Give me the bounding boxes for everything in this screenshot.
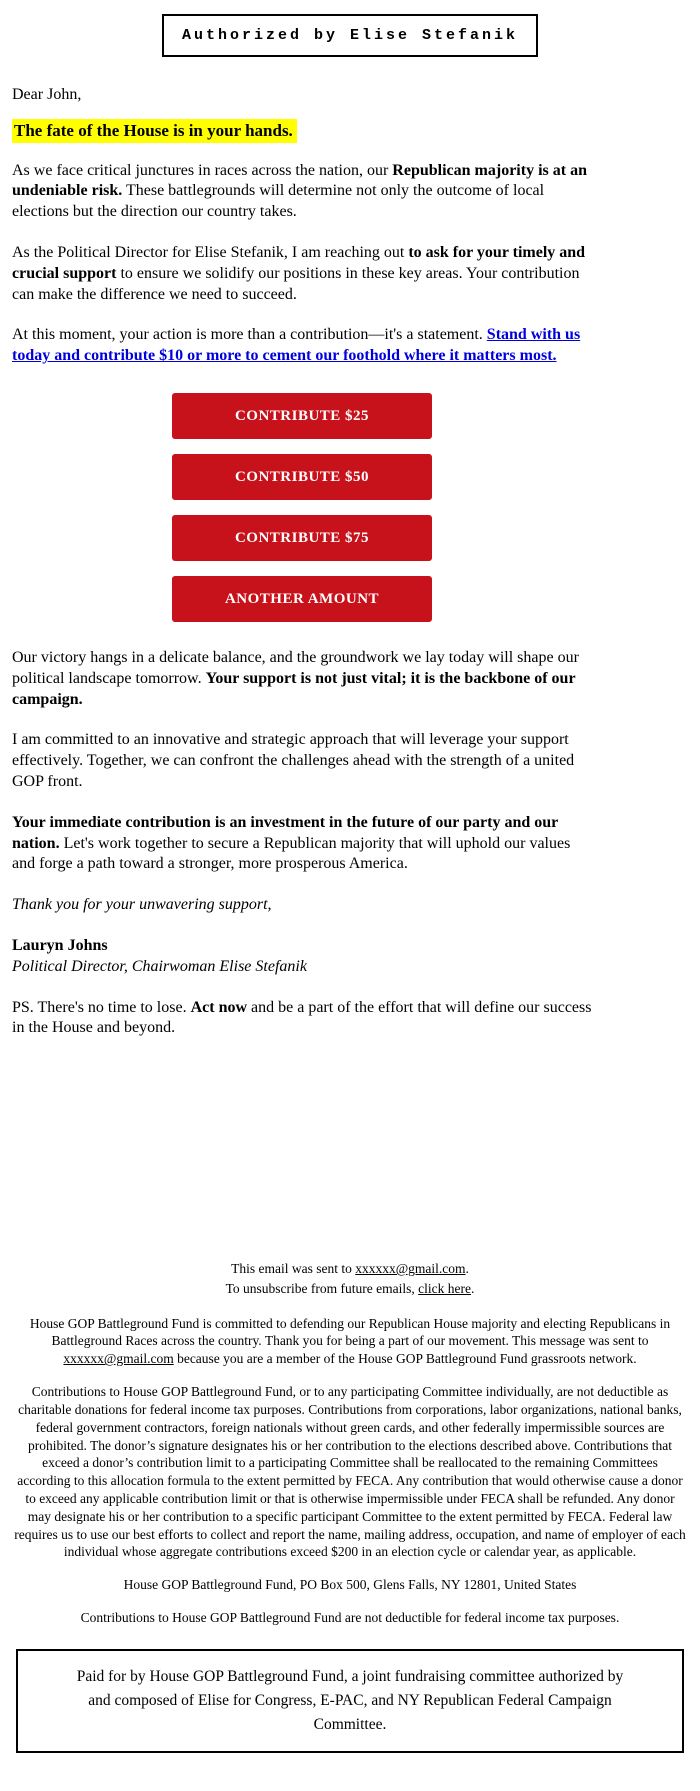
paragraph-committed: I am committed to an innovative and strategic approach that will leverage your support effectively. Together, we can confront the challenges ahead with the strength of a united GOP front. [12,731,575,790]
greeting: Dear John, [12,86,82,103]
sent-to-text: This email was sent to [231,1261,356,1277]
unsubscribe-text: To unsubscribe from future emails, [225,1281,419,1297]
paragraph-victory [12,648,592,710]
signature-name: Lauryn Johns [12,936,108,954]
contribute-button-group [12,393,592,622]
paragraph-support-ask [12,243,592,305]
paragraph-ps [12,998,592,1040]
footer-about-paragraph [14,1315,686,1368]
unsubscribe-link[interactable]: click here [418,1281,471,1297]
paragraph-text: These battlegrounds will determine not only the outcome of local elections but the direction our country takes. [12,182,545,221]
footer-about-text: House GOP Battleground Fund is committed to defending our Republican House majority and electing Republicans in Battleground Races across the country. Thank you for being a part of our movement. This message was sent to [29,1315,671,1349]
paid-for-box [16,1649,684,1753]
headline-highlight: The fate of the House is in your hands. [12,119,297,143]
paragraph-text: As the Political Director for Elise Stefanik, I am reaching out [12,243,409,261]
paragraph-investment [12,813,592,875]
footer-address-line: House GOP Battleground Fund, PO Box 500, Glens Falls, NY 12801, United States [123,1577,577,1593]
paragraph-text: Let's work together to secure a Republican majority that will uphold our values and forge a path toward a stronger, more prosperous America. [12,834,571,873]
closing-line: Thank you for your unwavering support, [12,896,272,914]
contribute-75-button[interactable]: CONTRIBUTE $75 [172,515,432,561]
paragraph-text: Our victory hangs in a delicate balance, and the groundwork we lay today will shape our political landscape tomorrow. [12,648,579,687]
paragraph-text: PS. There's no time to lose. [12,998,191,1016]
footer-about-text: because you are a member of the House GOP Battleground Fund grassroots network. [173,1351,637,1367]
paragraph-bold-text: to ask for your timely and crucial support [12,243,586,282]
email-body [0,14,700,1753]
sent-to-text: . [465,1261,469,1277]
paragraph-bold-text: Act now [190,998,248,1016]
recipient-email-link[interactable]: xxxxxx@gmail.com [63,1351,174,1367]
paid-for-text: Paid for by House GOP Battleground Fund, a joint fundraising committee authorized by and composed of Elise for Congress, E-PAC, and NY Republican Federal Campaign Committee. [76,1667,624,1733]
unsubscribe-text: . [470,1281,475,1297]
paragraph-text: and be a part of the effort that will define our success in the House and beyond. [12,998,592,1037]
recipient-email-link[interactable]: xxxxxx@gmail.com [355,1261,466,1277]
paragraph-bold-text: Your support is not just vital; it is the backbone of our campaign. [12,669,576,708]
authorized-by-box: Authorized by Elise Stefanik [162,14,538,57]
footer-deductible-line: Contributions to House GOP Battleground Fund are not deductible for federal income tax purposes. [80,1610,620,1625]
signature-title: Political Director, Chairwoman Elise Stefanik [12,957,307,975]
contribute-text-link[interactable]: Stand with us today and contribute $10 or more to cement our foothold where it matters most. [12,326,581,365]
footer-links-block [14,1259,686,1300]
vertical-spacer [0,1059,700,1259]
paragraph-text: As we face critical junctures in races across the nation, our [12,161,393,179]
paragraph-bold-text: Republican majority is at an undeniable risk. [12,161,587,200]
paragraph-risk [12,161,592,223]
contribute-25-button[interactable]: CONTRIBUTE $25 [172,393,432,439]
email-footer [0,1259,700,1753]
paragraph-text: to ensure we solidify our positions in these key areas. Your contribution can make the difference we need to succeed. [12,264,580,303]
another-amount-button[interactable]: ANOTHER AMOUNT [172,576,432,622]
contribute-50-button[interactable]: CONTRIBUTE $50 [172,454,432,500]
paragraph-bold-text: Your immediate contribution is an investment in the future of our party and our nation. [12,813,558,852]
headline [12,120,592,143]
letter-content [12,85,592,1039]
authorized-box-wrapper [0,14,700,57]
paragraph-statement [12,325,592,367]
footer-legal-paragraph: Contributions to House GOP Battleground Fund, or to any participating Committee individually, are not deductible as charitable donations for federal income tax purposes. Contributions from corporations, labor organizations, national banks, federal government contractors, foreign nationals without green cards, and other federally impermissible sources are prohibited. The donor’s signature designates his or her contribution to the elections described above. Contributions that exceed a donor’s contribution limit to a participating Committee shall be reallocated to the remaining Committees according to this allocation formula to the extent permitted by FECA. Any contribution that would otherwise cause a donor to exceed any applicable contribution limit or that is otherwise impermissible under FECA shall be refunded. Any donor may designate his or her contribution to a specific participant Committee to the extent permitted by FECA. Federal law requires us to use our best efforts to collect and report the name, mailing address, occupation, and name of employer of each individual whose aggregate contributions exceed $200 in an election cycle or calendar year, as applicable. [14,1384,686,1560]
paragraph-text: At this moment, your action is more than a contribution—it's a statement. [12,326,487,344]
